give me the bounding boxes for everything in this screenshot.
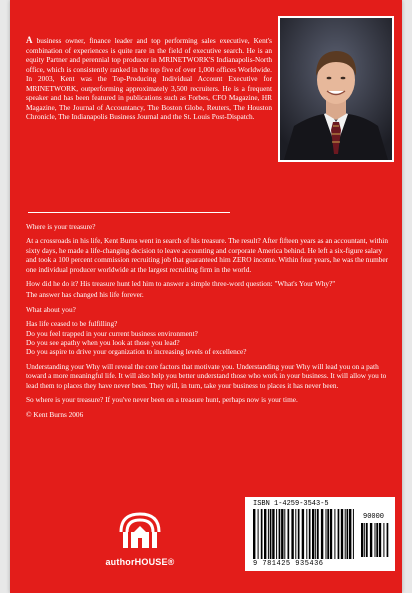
barcode-bar <box>364 523 365 557</box>
divider-rule <box>28 212 230 213</box>
author-portrait <box>280 18 392 160</box>
ean-bars <box>253 509 357 559</box>
bio-lead-letter: A <box>26 35 33 45</box>
copy-paragraph: The answer has changed his life forever. <box>26 290 144 300</box>
barcode-bar <box>366 523 368 557</box>
copy-paragraph: What about you? <box>26 304 76 314</box>
barcode-bar <box>312 509 314 559</box>
copy-paragraph: At a crossroads in his life, Kent Burns went in search of his treasure. The result? After fifteen years as an accountant, within sixty days, he made a life-changing decision to leave accounting and corporate America behind. He left a six-figure salary and took a 100 percent commission recruiting job that guaranteed him ZERO income. Within four years, he was the number one individual producer worldwide at the largest recruiting firm in the world. <box>26 236 389 274</box>
author-bio <box>26 36 272 122</box>
barcode-bar <box>279 509 281 559</box>
copy-paragraph: Where is your treasure? <box>26 222 96 231</box>
barcode-bar <box>321 509 323 559</box>
barcode-bar <box>268 509 269 559</box>
copy-paragraph: So where is your treasure? If you've never been on a treasure hunt, perhaps now is your time. <box>26 395 298 405</box>
barcode-bar <box>261 509 263 559</box>
barcode-bar <box>379 523 381 557</box>
barcode-bar <box>315 509 316 559</box>
barcode-bar <box>309 509 311 559</box>
barcode-bar <box>338 509 340 559</box>
barcode-bar <box>270 509 272 559</box>
back-cover <box>10 0 402 593</box>
barcode-bar <box>330 509 332 559</box>
barcode-bar <box>349 509 351 559</box>
barcode-bar <box>276 509 277 559</box>
copy-paragraph: How did he do it? His treasure hunt led him to answer a simple three-word question: "What's Your Why?" <box>26 279 336 289</box>
barcode-bar <box>361 523 363 557</box>
copyright-notice: © Kent Burns 2006 <box>26 409 84 419</box>
publisher-name: authorHOUSE® <box>105 557 175 567</box>
ean-digits: 9 781425 935436 <box>253 560 324 568</box>
barcode-bar <box>264 509 266 559</box>
barcode-bar <box>326 509 327 559</box>
barcode-bar <box>375 523 376 557</box>
barcode-bar <box>327 509 329 559</box>
barcode-bar <box>341 509 343 559</box>
isbn-label: ISBN 1-4259-3543-5 <box>253 500 329 508</box>
barcode-bar <box>253 509 255 559</box>
author-photo <box>278 16 394 162</box>
barcode-bar <box>347 509 349 559</box>
barcode-bar <box>288 509 290 559</box>
isbn-barcode <box>245 497 395 571</box>
barcode-bar <box>383 523 384 557</box>
barcode-bar <box>334 509 335 559</box>
barcode-bar <box>284 509 285 559</box>
question-list <box>26 319 390 357</box>
barcode-bar <box>281 509 283 559</box>
arch-house-logo-icon <box>119 510 161 550</box>
addon-bars <box>361 523 389 557</box>
barcode-bar <box>291 509 293 559</box>
barcode-bar <box>370 523 372 557</box>
barcode-bar <box>295 509 296 559</box>
question-item: Do you feel trapped in your current business environment? <box>26 328 198 338</box>
barcode-bar <box>376 523 378 557</box>
barcode-bar <box>258 509 259 559</box>
barcode-bar <box>353 509 354 559</box>
barcode-bar <box>317 509 319 559</box>
barcode-bar <box>272 509 274 559</box>
barcode-bar <box>302 509 304 559</box>
copy-paragraph: Understanding your Why will reveal the core factors that motivate you. Understanding your Why will lead you on a path toward a more meaningful life. It will also help you better understand those who work in your business. It will allow you to lead them to places they have never been. They will, in turn, take your business to places it has never been. <box>26 361 387 390</box>
bio-text: business owner, finance leader and top performing sales executive, Kent's combination of experiences is quite rare in the field of executive search. He is an equity Partner and perennial top producer in MRINETWORK'S Indianapolis-North office, which is consistently ranked in the top five of over 1,000 offices Worldwide. In 2003, Kent was the Top-Producing Individual Account Executive for MRINETWORK, outperforming approximately 3,500 recruiters. He is a frequent speaker and has been featured in publications such as Forbes, CFO Magazine, HR Magazine, The Journal of Accountancy, The Boston Globe, Reuters, The Houston Chronicle, The Indianapolis Business Journal and the St. Louis Post-Dispatch. <box>26 36 272 121</box>
back-cover-copy <box>26 222 390 424</box>
publisher-logo <box>100 510 180 567</box>
barcode-bar <box>306 509 307 559</box>
question-item: Has life ceased to be fulfilling? <box>26 319 118 329</box>
price-code: 90000 <box>363 513 385 521</box>
question-item: Do you aspire to drive your organization to increasing levels of excellence? <box>26 347 247 357</box>
question-item: Do you see apathy when you look at those you lead? <box>26 338 180 348</box>
barcode-bar <box>387 523 389 557</box>
barcode-bar <box>298 509 300 559</box>
barcode-bar <box>345 509 346 559</box>
